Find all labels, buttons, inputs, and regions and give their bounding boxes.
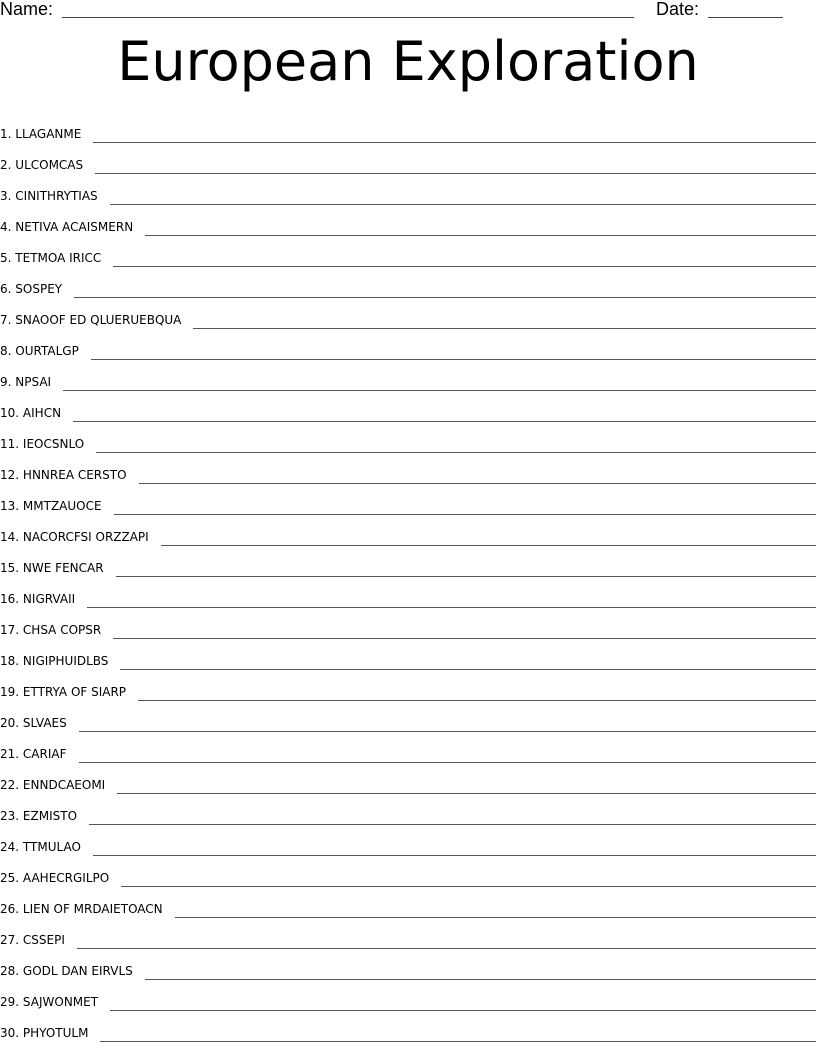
list-item <box>0 794 816 825</box>
list-item <box>0 422 816 453</box>
item-number: 20. <box>0 716 20 730</box>
scrambled-word-label <box>0 652 108 670</box>
list-item <box>0 298 816 329</box>
scramble-word-list <box>0 112 816 1042</box>
item-number: 18. <box>0 654 20 668</box>
scrambled-word-label <box>0 962 133 980</box>
item-number: 24. <box>0 840 20 854</box>
answer-line[interactable] <box>120 669 816 670</box>
scrambled-word-label <box>0 714 67 732</box>
item-number: 1. <box>0 127 12 141</box>
list-item <box>0 515 816 546</box>
scrambled-word-label <box>0 249 101 267</box>
list-item <box>0 732 816 763</box>
answer-line[interactable] <box>117 793 816 794</box>
page-title: European Exploration <box>117 30 699 93</box>
scrambled-word: SAJWONMET <box>22 995 99 1009</box>
answer-line[interactable] <box>116 576 816 577</box>
answer-line[interactable] <box>93 142 816 143</box>
scrambled-word: NIGRVAII <box>22 592 76 606</box>
list-item <box>0 1011 816 1042</box>
answer-line[interactable] <box>113 266 816 267</box>
answer-line[interactable] <box>79 731 816 732</box>
item-number: 6. <box>0 282 12 296</box>
answer-line[interactable] <box>100 1041 816 1042</box>
scrambled-word-label <box>0 1024 88 1042</box>
answer-line[interactable] <box>73 421 816 422</box>
scrambled-word-label <box>0 869 109 887</box>
item-number: 23. <box>0 809 20 823</box>
list-item <box>0 236 816 267</box>
item-number: 14. <box>0 530 20 544</box>
answer-line[interactable] <box>91 359 816 360</box>
item-number: 19. <box>0 685 20 699</box>
list-item <box>0 887 816 918</box>
scrambled-word: NETIVA ACAISMERN <box>15 220 134 234</box>
answer-line[interactable] <box>96 452 816 453</box>
answer-line[interactable] <box>138 700 816 701</box>
list-item <box>0 763 816 794</box>
list-item <box>0 360 816 391</box>
scrambled-word: NPSAI <box>15 375 52 389</box>
scrambled-word-label <box>0 931 65 949</box>
scrambled-word-label <box>0 621 101 639</box>
scrambled-word: SLVAES <box>22 716 67 730</box>
item-number: 15. <box>0 561 20 575</box>
list-item <box>0 453 816 484</box>
scrambled-word: NIGIPHUIDLBS <box>22 654 109 668</box>
scrambled-word-label <box>0 466 127 484</box>
scrambled-word-label <box>0 807 77 825</box>
answer-line[interactable] <box>193 328 816 329</box>
scrambled-word-label <box>0 156 83 174</box>
list-item <box>0 484 816 515</box>
date-field-line <box>708 17 783 18</box>
list-item <box>0 825 816 856</box>
scrambled-word-label <box>0 187 98 205</box>
item-number: 29. <box>0 995 20 1009</box>
scrambled-word-label <box>0 342 79 360</box>
scrambled-word: AAHECRGILPO <box>22 871 110 885</box>
scrambled-word: HNNREA CERSTO <box>22 468 127 482</box>
scrambled-word: NACORCFSI ORZZAPI <box>22 530 149 544</box>
list-item <box>0 329 816 360</box>
scrambled-word: TTMULAO <box>22 840 81 854</box>
item-number: 26. <box>0 902 20 916</box>
item-number: 22. <box>0 778 20 792</box>
answer-line[interactable] <box>87 607 816 608</box>
item-number: 27. <box>0 933 20 947</box>
item-number: 11. <box>0 437 20 451</box>
list-item <box>0 391 816 422</box>
scrambled-word: CSSEPI <box>22 933 65 947</box>
list-item <box>0 174 816 205</box>
scrambled-word: CHSA COPSR <box>22 623 102 637</box>
answer-line[interactable] <box>161 545 816 546</box>
item-number: 13. <box>0 499 20 513</box>
list-item <box>0 701 816 732</box>
list-item <box>0 949 816 980</box>
scrambled-word-label <box>0 745 67 763</box>
scrambled-word: GODL DAN EIRVLS <box>22 964 133 978</box>
list-item <box>0 546 816 577</box>
answer-line[interactable] <box>110 1010 816 1011</box>
scrambled-word: NWE FENCAR <box>22 561 104 575</box>
answer-line[interactable] <box>139 483 816 484</box>
answer-line[interactable] <box>63 390 816 391</box>
list-item <box>0 670 816 701</box>
scrambled-word: CINITHRYTIAS <box>15 189 98 203</box>
scrambled-word-label <box>0 373 51 391</box>
scrambled-word-label <box>0 497 102 515</box>
list-item <box>0 980 816 1011</box>
answer-line[interactable] <box>121 886 816 887</box>
answer-line[interactable] <box>114 514 816 515</box>
scrambled-word: TETMOA IRICC <box>15 251 102 265</box>
scrambled-word-label <box>0 125 81 143</box>
scrambled-word-label <box>0 900 163 918</box>
scrambled-word: ULCOMCAS <box>15 158 84 172</box>
item-number: 28. <box>0 964 20 978</box>
answer-line[interactable] <box>113 638 816 639</box>
item-number: 7. <box>0 313 12 327</box>
scrambled-word-label <box>0 590 75 608</box>
item-number: 12. <box>0 468 20 482</box>
item-number: 16. <box>0 592 20 606</box>
scrambled-word: ETTRYA OF SIARP <box>22 685 127 699</box>
answer-line[interactable] <box>89 824 816 825</box>
scrambled-word: EZMISTO <box>22 809 78 823</box>
answer-line[interactable] <box>77 948 816 949</box>
item-number: 8. <box>0 344 12 358</box>
answer-line[interactable] <box>145 979 816 980</box>
scrambled-word-label <box>0 280 62 298</box>
scrambled-word-label <box>0 528 149 546</box>
scrambled-word: LIEN OF MRDAIETOACN <box>22 902 163 916</box>
scrambled-word: AIHCN <box>22 406 62 420</box>
list-item <box>0 918 816 949</box>
scrambled-word: IEOCSNLO <box>22 437 85 451</box>
scrambled-word: PHYOTULM <box>22 1026 89 1040</box>
list-item <box>0 639 816 670</box>
scrambled-word: MMTZAUOCE <box>22 499 102 513</box>
scrambled-word-label <box>0 311 181 329</box>
scrambled-word: LLAGANME <box>15 127 82 141</box>
scrambled-word: OURTALGP <box>15 344 79 358</box>
scrambled-word-label <box>0 218 133 236</box>
scrambled-word: ENNDCAEOMI <box>22 778 106 792</box>
list-item <box>0 856 816 887</box>
item-number: 5. <box>0 251 12 265</box>
scrambled-word: SOSPEY <box>15 282 63 296</box>
list-item <box>0 608 816 639</box>
item-number: 2. <box>0 158 12 172</box>
list-item <box>0 143 816 174</box>
item-number: 17. <box>0 623 20 637</box>
answer-line[interactable] <box>175 917 816 918</box>
scrambled-word-label <box>0 683 126 701</box>
answer-line[interactable] <box>74 297 816 298</box>
scrambled-word-label <box>0 838 81 856</box>
list-item <box>0 112 816 143</box>
scrambled-word-label <box>0 404 61 422</box>
scrambled-word: CARIAF <box>22 747 67 761</box>
list-item <box>0 577 816 608</box>
item-number: 25. <box>0 871 20 885</box>
item-number: 3. <box>0 189 12 203</box>
item-number: 9. <box>0 375 12 389</box>
name-label: Name: <box>0 0 54 19</box>
worksheet-header <box>0 0 816 22</box>
item-number: 30. <box>0 1026 20 1040</box>
answer-line[interactable] <box>145 235 816 236</box>
scrambled-word-label <box>0 435 84 453</box>
answer-line[interactable] <box>93 855 816 856</box>
list-item <box>0 205 816 236</box>
scrambled-word-label <box>0 776 105 794</box>
date-label: Date: <box>656 0 700 19</box>
item-number: 21. <box>0 747 20 761</box>
scrambled-word-label <box>0 559 104 577</box>
answer-line[interactable] <box>79 762 816 763</box>
item-number: 10. <box>0 406 20 420</box>
scrambled-word-label <box>0 993 98 1011</box>
name-field-line <box>62 17 634 18</box>
item-number: 4. <box>0 220 12 234</box>
answer-line[interactable] <box>95 173 816 174</box>
scrambled-word: SNAOOF ED QLUERUEBQUA <box>15 313 182 327</box>
list-item <box>0 267 816 298</box>
answer-line[interactable] <box>110 204 816 205</box>
